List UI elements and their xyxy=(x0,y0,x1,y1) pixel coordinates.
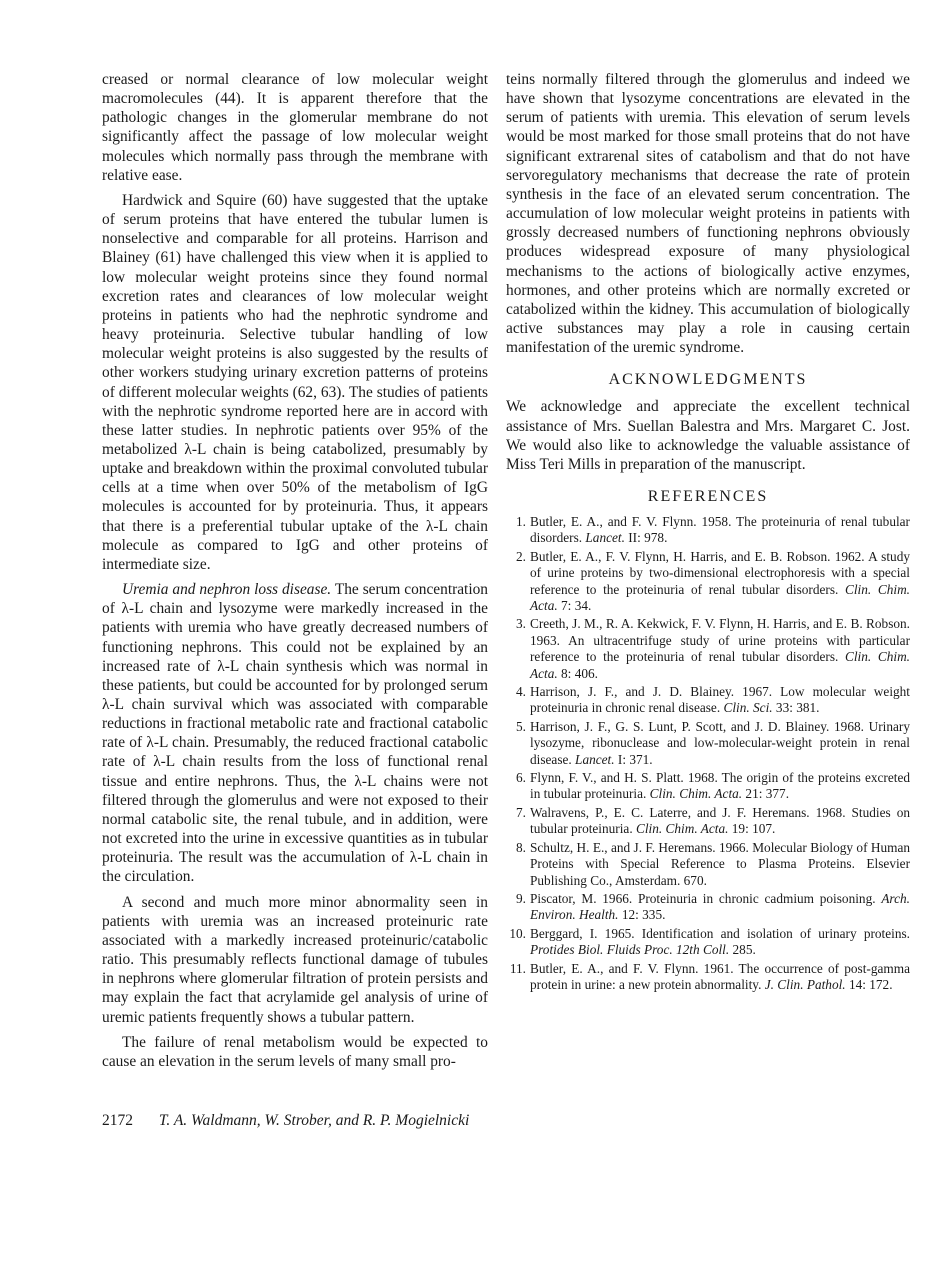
reference-journal: Lancet. xyxy=(585,530,625,546)
reference-journal: Clin. Chim. Acta. xyxy=(649,786,743,802)
reference-journal: Clin. Sci. xyxy=(723,700,773,716)
reference-volume: 12: 335. xyxy=(618,907,666,923)
reference-text: Walravens, P., E. C. Laterre, and J. F. Heremans. 1968. Studies on tubular proteinuria. xyxy=(530,804,910,837)
reference-journal: Clin. Chim. Acta. xyxy=(530,581,910,613)
reference-journal: J. Clin. Pathol. xyxy=(764,976,846,992)
reference-text: Piscator, M. 1966. Proteinuria in chronic cadmium poisoning. xyxy=(530,890,882,906)
reference-number: 4. xyxy=(516,684,526,700)
reference-text: Creeth, J. M., R. A. Kekwick, F. V. Flynn, H. Harris, and E. B. Robson. 1963. An ultracentrifuge study of urine proteins with particular reference to the proteinuria of renal tubular disorders. xyxy=(530,616,910,665)
reference-journal: Clin. Chim. Acta. xyxy=(635,821,729,837)
paragraph: A second and much more minor abnormality seen in patients with uremia was an increased proteinuric rate associated with a markedly increased proteinuric/catabolic ratio. This presumably reflects functional damage of tubules in nephrons where glomerular filtration of protein persists and may explain the fact that acrylamide gel analysis of urine of uremic patients frequently shows a tubular pattern. xyxy=(102,893,488,1026)
reference-item xyxy=(506,514,910,547)
reference-journal: Protides Biol. Fluids Proc. 12th Coll. xyxy=(530,942,730,958)
reference-text: Butler, E. A., F. V. Flynn, H. Harris, and E. B. Robson. 1962. A study of urine proteins by two-dimensional electrophoresis with a special reference to the proteinuria of renal tubular disorders. xyxy=(530,548,910,597)
reference-volume: 19: 107. xyxy=(728,821,776,837)
reference-list xyxy=(506,514,910,993)
reference-number: 11. xyxy=(509,960,526,976)
page-footer xyxy=(102,1112,469,1130)
reference-number: 7. xyxy=(516,804,526,820)
reference-volume: 285. xyxy=(729,942,756,958)
reference-item xyxy=(506,719,910,768)
left-column xyxy=(102,70,488,1077)
reference-item xyxy=(506,840,910,889)
right-column xyxy=(506,70,910,995)
acknowledgments-text: We acknowledge and appreciate the excellent technical assistance of Mrs. Suellan Balestra and Mrs. Margaret C. Jost. We would also like to acknowledge the valuable assistance of Miss Teri Mills in preparation of the manuscript. xyxy=(506,398,910,473)
reference-volume: I: 371. xyxy=(614,751,653,767)
paragraph-text: The serum concentration of λ-L chain and lysozyme were markedly increased in the patients with uremia who have greatly decreased numbers of functioning nephrons. This could not be explained by an increased rate of λ-L chain synthesis which was normal in these patients, but could be accounted for by prolonged serum λ-L chain survival which was associated with comparable reductions in fractional metabolic rate and fractional catabolic rate of λ-L chain. Presumably, the reduced fractional catabolic rate of λ-L chain results from the loss of functional renal tissue and entire nephrons. Thus, the λ-L chains were not filtered through the glomerulus and were not exposed to their normal catabolic site, the renal tubule, and in addition, were not excreted into the urine in excessive quantities as in tubular proteinuria. The result was the accumulation of λ-L chain in the circulation. xyxy=(102,581,489,886)
reference-item xyxy=(506,684,910,717)
paragraph: creased or normal clearance of low molecular weight macromolecules (44). It is apparent therefore that the pathologic changes in the glomerular membrane do not significantly affect the passage of low molecular weight molecules which normally pass through the membrane with relative ease. xyxy=(102,71,488,184)
acknowledgments-heading: ACKNOWLEDGMENTS xyxy=(608,371,808,389)
page-number: 2172 xyxy=(102,1112,133,1129)
reference-item xyxy=(506,549,910,615)
reference-item xyxy=(506,961,910,994)
reference-volume: 7: 34. xyxy=(557,598,592,613)
reference-volume: 21: 377. xyxy=(742,786,790,802)
paragraph: The failure of renal metabolism would be expected to cause an elevation in the serum levels of many small pro- xyxy=(102,1033,488,1070)
paragraph-uremia xyxy=(102,580,488,887)
reference-text: Butler, E. A., and F. V. Flynn. 1961. The occurrence of post-gamma protein in urine: a new protein abnormality. xyxy=(530,960,910,992)
reference-journal: Lancet. xyxy=(575,751,615,767)
reference-item xyxy=(506,926,910,959)
reference-text: Butler, E. A., and F. V. Flynn. 1958. The proteinuria of renal tubular disorders. xyxy=(530,513,910,546)
reference-item xyxy=(506,805,910,838)
reference-number: 5. xyxy=(516,718,526,734)
reference-volume: 8: 406. xyxy=(557,665,598,681)
paragraph: teins normally filtered through the glomerulus and indeed we have shown that lysozyme concentrations are elevated in the serum of patients with uremia. This elevation of serum levels would be most marked for those small proteins that do not have significant extrarenal sites of catabolism and that do not have servoregulatory mechanisms that decrease the rate of protein synthesis in the face of an elevated serum concentration. The accumulation of low molecular weight proteins in patients with grossly decreased numbers of functioning nephrons obviously produces widespread exposure of many physiological mechanisms to the actions of biologically active enzymes, hormones, and other proteins which are normally excreted or catabolized within the kidney. This accumulation of biologically active substances may play a role in causing certain manifestation of the uremic syndrome. xyxy=(506,71,910,357)
section-run-in-heading: Uremia and nephron loss disease. xyxy=(122,581,332,599)
reference-text: Flynn, F. V., and H. S. Platt. 1968. The origin of the proteins excreted in tubular proteinuria. xyxy=(530,770,910,802)
reference-number: 9. xyxy=(516,890,526,906)
reference-journal: Clin. Chim. Acta. xyxy=(530,649,910,681)
reference-number: 2. xyxy=(516,548,526,564)
reference-item xyxy=(506,616,910,682)
reference-text: Harrison, J. F., G. S. Lunt, P. Scott, and J. D. Blainey. 1968. Urinary lysozyme, ribonuclease and low-molecular-weight protein in renal disease. xyxy=(530,718,910,767)
reference-item xyxy=(506,891,910,924)
reference-number: 6. xyxy=(516,770,526,786)
reference-text: Schultz, H. E., and J. F. Heremans. 1966. Molecular Biology of Human Proteins with Special Reference to Plasma Proteins. Elsevier Publishing Co., Amsterdam. 670. xyxy=(530,839,910,888)
references-heading: REFERENCES xyxy=(647,487,769,505)
reference-text: Harrison, J. F., and J. D. Blainey. 1967. Low molecular weight proteinuria in chronic renal disease. xyxy=(530,684,910,716)
reference-item xyxy=(506,770,910,803)
reference-number: 1. xyxy=(516,513,526,529)
reference-number: 8. xyxy=(516,839,526,855)
reference-number: 10. xyxy=(509,925,526,941)
reference-volume: 33: 381. xyxy=(772,700,820,716)
paragraph: Hardwick and Squire (60) have suggested that the uptake of serum proteins that have entered the tubular lumen is nonselective and comparable for all proteins. Harrison and Blainey (61) have challenged this view when it is applied to low molecular weight proteins since they found normal excretion rates and clearances of low molecular weight proteins in patients who had the nephrotic syndrome and heavy proteinuria. Selective tubular handling of low molecular weight proteins is also suggested by the results of other workers studying urinary excretion patterns of proteins of different molecular weights (62, 63). The studies of patients with the nephrotic syndrome reported here are in accord with these latter studies. In nephrotic patients over 95% of the metabolized λ-L chain is being catabolized, presumably by uptake and breakdown within the proximal convoluted tubular cells at a time when over 50% of the metabolism of IgG molecules is accounted for by proteinuria. Thus, it appears that there is a preferential tubular uptake of the λ-L chain molecule as compared to IgG and other proteins of intermediate size. xyxy=(102,191,488,573)
running-authors: T. A. Waldmann, W. Strober, and R. P. Mogielnicki xyxy=(158,1112,470,1129)
reference-volume: II: 978. xyxy=(624,530,668,546)
reference-volume: 14: 172. xyxy=(845,976,893,992)
reference-text: Berggard, I. 1965. Identification and isolation of urinary proteins. xyxy=(530,925,910,941)
reference-journal: Arch. Environ. Health. xyxy=(530,890,910,923)
reference-number: 3. xyxy=(516,616,526,632)
